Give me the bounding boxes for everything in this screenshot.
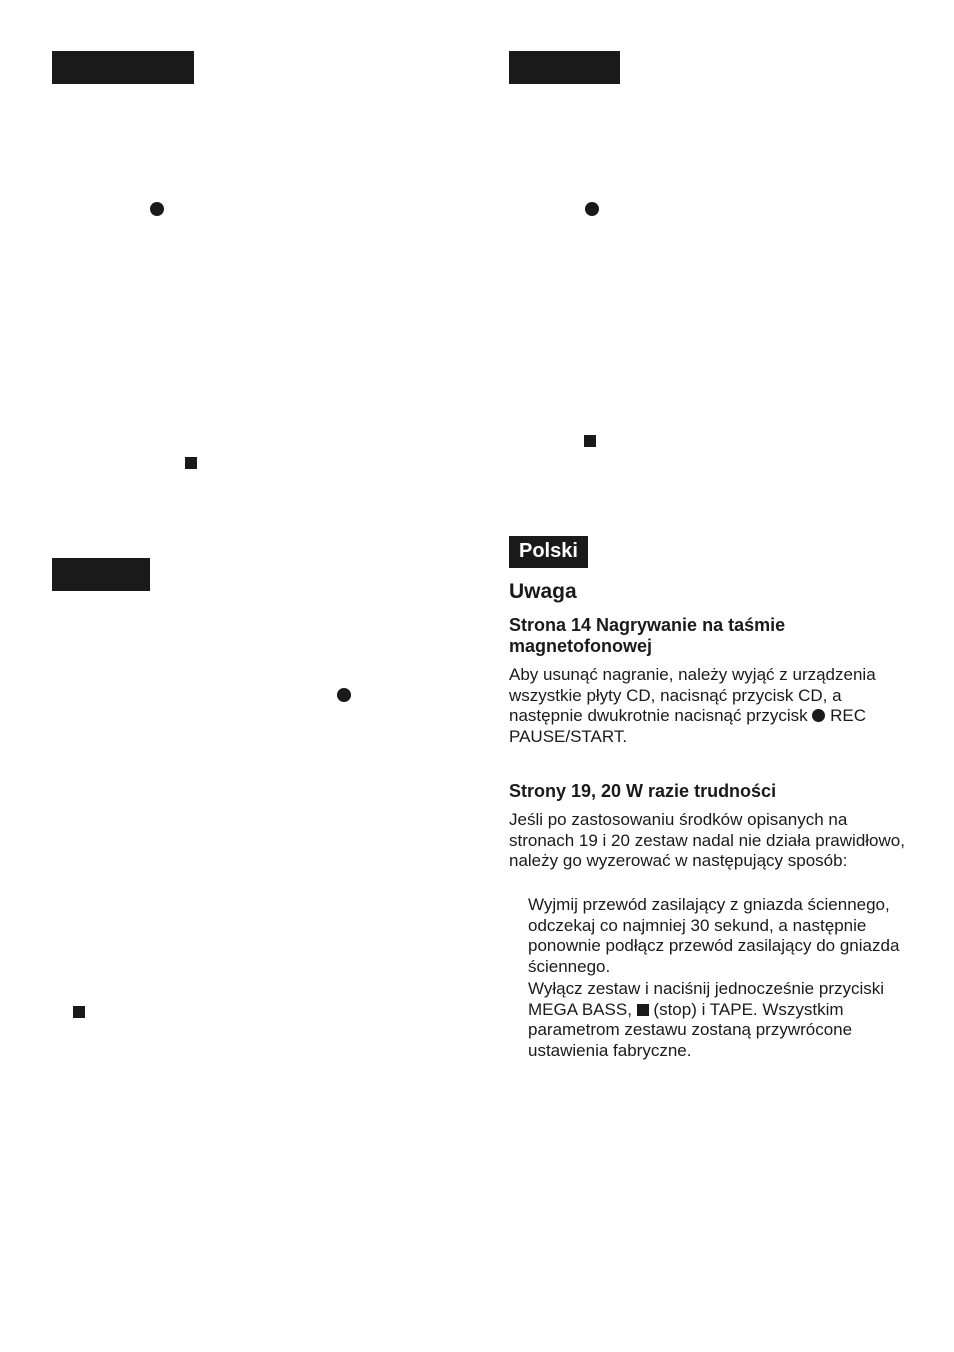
language-tab-polski: Polski [509, 536, 588, 568]
section-heading: Strony 19, 20 W razie trudności [509, 781, 777, 801]
note-heading: Uwaga [509, 580, 577, 603]
language-tab-blank-3 [509, 51, 620, 84]
section-text: Aby usunąć nagranie, należy wyjąć z urządzenia wszystkie płyty CD, nacisnąć przycisk CD, a następnie dwukrotnie nacisnąć przycisk REC PAUSE/START. [509, 665, 876, 746]
rec-circle-icon [337, 688, 351, 702]
stop-square-icon [73, 1006, 85, 1018]
rec-circle-icon [812, 709, 825, 722]
section-recording [509, 615, 909, 747]
stop-square-icon [584, 435, 596, 447]
list-item: Wyłącz zestaw i naciśnij jednocześnie przyciski MEGA BASS, (stop) i TAPE. Wszystkim parametrom zestawu zostaną przywrócone ustawienia fabryczne. [528, 979, 885, 1060]
rec-circle-icon [150, 202, 164, 216]
rec-circle-icon [585, 202, 599, 216]
language-tab-blank-2 [52, 558, 150, 591]
section-heading: Strona 14 Nagrywanie na taśmie magnetofonowej [509, 615, 786, 656]
section-intro: Jeśli po zastosowaniu środków opisanych na stronach 19 i 20 zestaw nadal nie działa prawidłowo, należy go wyzerować w następujący sposób: [509, 810, 905, 870]
stop-square-icon [637, 1004, 649, 1016]
language-tab-blank-1 [52, 51, 194, 84]
stop-square-icon [185, 457, 197, 469]
section-troubleshooting [509, 781, 909, 872]
list-item: Wyjmij przewód zasilający z gniazda ściennego, odczekaj co najmniej 30 sekund, a następnie ponownie podłącz przewód zasilający do gniazda ściennego. [528, 895, 900, 976]
steps-list [528, 895, 908, 1061]
